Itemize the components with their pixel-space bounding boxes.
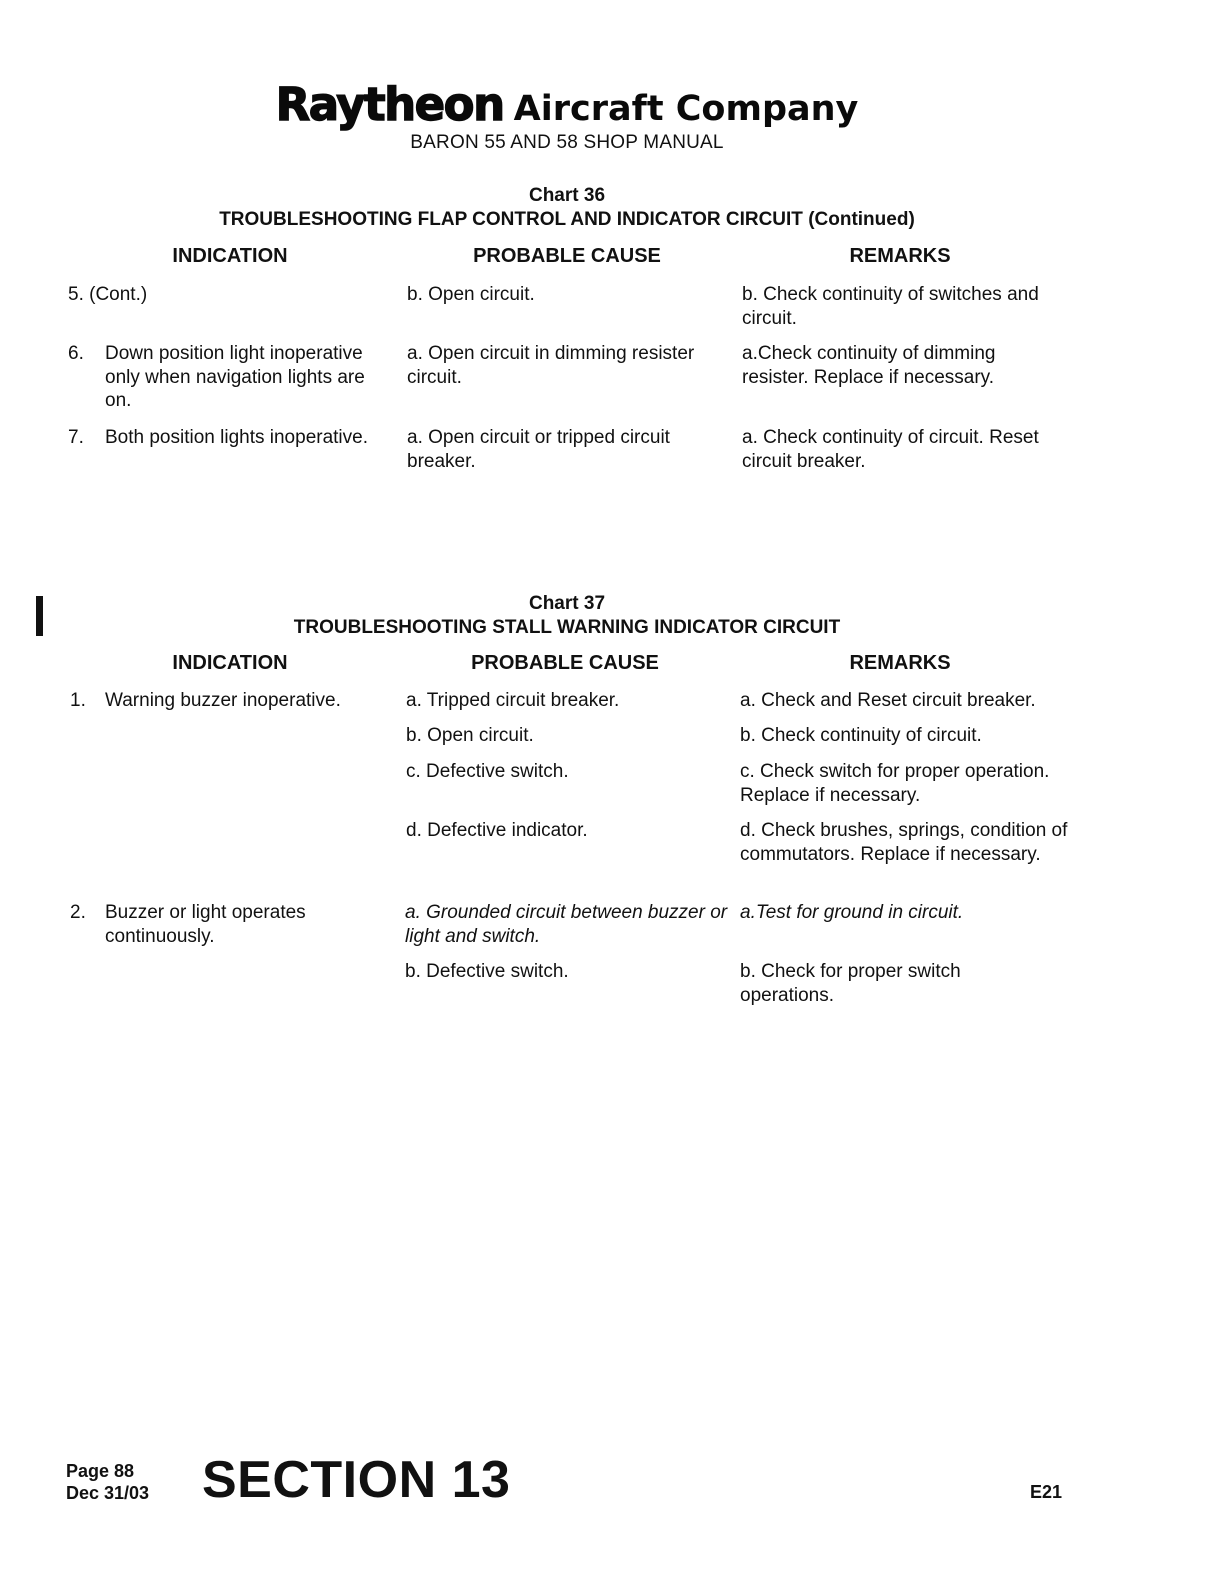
revision-date: Dec 31/03: [66, 1483, 150, 1503]
chart36-title: TROUBLESHOOTING FLAP CONTROL AND INDICATOR CIRCUIT (Continued): [219, 209, 915, 230]
chart36-row7-remark: a. Check continuity of circuit. Reset circuit breaker.: [742, 427, 1039, 472]
chart37-row2-cause-b: b. Defective switch.: [405, 961, 569, 982]
chart36-row5-cause: b. Open circuit.: [407, 284, 535, 305]
chart37-row1-remark-d: d. Check brushes, springs, condition of commutators. Replace if necessary.: [740, 820, 1068, 865]
chart37-row1-cause-b: b. Open circuit.: [406, 725, 534, 746]
chart37-row1-indication: Warning buzzer inoperative.: [105, 690, 341, 711]
brand-subtitle: Aircraft Company: [513, 89, 859, 129]
chart37-col-cause: PROBABLE CAUSE: [471, 652, 659, 674]
chart36-row6-cause: a. Open circuit in dimming resister circuit.: [407, 343, 695, 388]
section-title: SECTION 13: [202, 1451, 511, 1509]
chart37-row1-cause-d: d. Defective indicator.: [406, 820, 588, 841]
chart36-col-remarks: REMARKS: [849, 245, 951, 267]
chart37-number: Chart 37: [528, 593, 606, 614]
chart37-row1-remark-b: b. Check continuity of circuit.: [740, 725, 982, 746]
chart37-row1-remark-c: c. Check switch for proper operation. Replace if necessary.: [740, 761, 1050, 806]
chart37-row1-number: 1.: [70, 690, 86, 711]
chart37-row1-cause-a: a. Tripped circuit breaker.: [406, 690, 620, 711]
chart37-row2-indication: Buzzer or light operates continuously.: [105, 902, 306, 947]
chart36-row6-remark: a.Check continuity of dimming resister. Replace if necessary.: [742, 343, 996, 388]
chart36-row7-indication: Both position lights inoperative.: [105, 427, 368, 448]
chart36-row7-number: 7.: [68, 427, 84, 448]
chart36-row7-cause: a. Open circuit or tripped circuit breaker.: [407, 427, 670, 472]
chart36-row6-number: 6.: [68, 343, 84, 364]
chart36-col-indication: INDICATION: [172, 245, 288, 267]
chart36-row6-indication: Down position light inoperative only when navigation lights are on.: [105, 343, 365, 411]
chart36-col-cause: PROBABLE CAUSE: [473, 245, 661, 267]
company-logo: [0, 78, 1134, 131]
chart37-row2-cause-a: a. Grounded circuit between buzzer or light and switch.: [405, 902, 728, 947]
chart37-col-indication: INDICATION: [172, 652, 288, 674]
chart37-col-remarks: REMARKS: [849, 652, 951, 674]
chart36-number: Chart 36: [528, 185, 606, 206]
chart37-row2-number: 2.: [70, 902, 86, 923]
brand-name: Raytheon: [275, 78, 504, 131]
chart37-row2-remark-b: b. Check for proper switch operations.: [740, 961, 961, 1006]
chart36-row5-number: 5. (Cont.): [68, 284, 148, 305]
chart37-title: TROUBLESHOOTING STALL WARNING INDICATOR CIRCUIT: [293, 617, 841, 638]
chart36-row5-remark: b. Check continuity of switches and circuit.: [742, 284, 1039, 329]
chart37-row1-remark-a: a. Check and Reset circuit breaker.: [740, 690, 1036, 711]
page-code: E21: [1030, 1482, 1063, 1502]
footer-page-info: [66, 1460, 149, 1504]
manual-title: BARON 55 AND 58 SHOP MANUAL: [410, 132, 724, 153]
chart37-row2-remark-a: a.Test for ground in circuit.: [740, 902, 964, 923]
page-number: Page 88: [66, 1461, 135, 1481]
chart37-row1-cause-c: c. Defective switch.: [406, 761, 569, 782]
